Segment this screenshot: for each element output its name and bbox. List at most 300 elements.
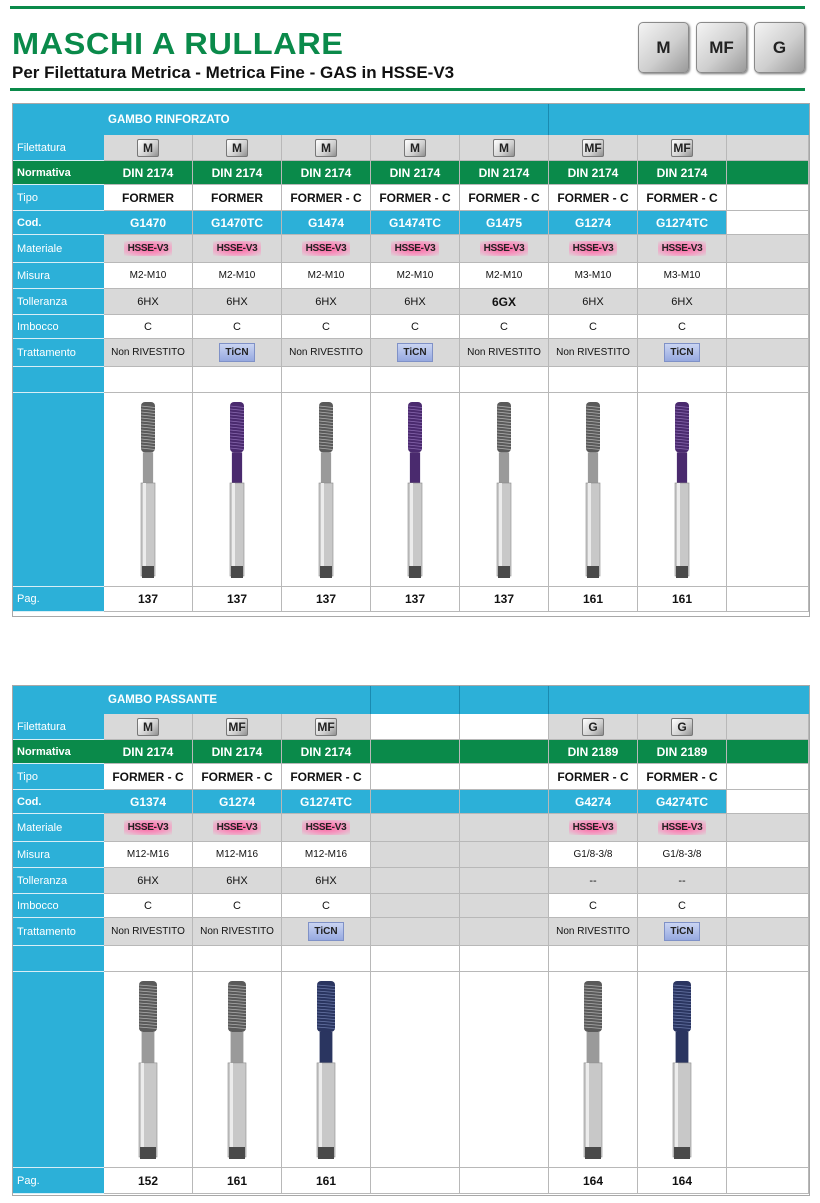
- trattamento-empty-cell: [727, 918, 809, 946]
- misura-cell: G1/8-3/8: [638, 842, 727, 868]
- material-hsse-v3-badge: HSSE-V3: [658, 241, 707, 256]
- row-label-pag: Pag.: [13, 1168, 104, 1194]
- material-hsse-v3-badge: HSSE-V3: [213, 820, 262, 835]
- normativa-cell: DIN 2189: [638, 740, 727, 764]
- trattamento-cell: Non RIVESTITO: [460, 339, 549, 367]
- cod-cell: G1274TC: [282, 790, 371, 814]
- row-label-tipo: Tipo: [13, 764, 104, 790]
- normativa-empty-cell: [460, 740, 549, 764]
- pag-empty-cell: [460, 1168, 549, 1194]
- normativa-cell: DIN 2174: [638, 161, 727, 185]
- table-gambo-passante: [12, 685, 810, 1196]
- row-misura: [13, 263, 809, 289]
- filettatura-cell: [193, 714, 282, 740]
- material-hsse-v3-badge: HSSE-V3: [569, 820, 618, 835]
- materiale-cell: [638, 814, 727, 842]
- thread-type-badge: G: [582, 718, 604, 736]
- trattamento-cell: Non RIVESTITO: [549, 918, 638, 946]
- normativa-cell: DIN 2189: [549, 740, 638, 764]
- blank-cell: [549, 946, 638, 972]
- row-tipo: [13, 185, 809, 211]
- row-label-cod: Cod.: [13, 790, 104, 814]
- misura-cell: M12-M16: [282, 842, 371, 868]
- misura-cell: M3-M10: [549, 263, 638, 289]
- pag-cell: 164: [638, 1168, 727, 1194]
- blank-empty-cell: [727, 946, 809, 972]
- imbocco-cell: C: [282, 894, 371, 918]
- bottom-rule: [10, 88, 805, 91]
- thread-type-badge: M: [404, 139, 426, 157]
- image-cell: [193, 972, 282, 1168]
- tipo-cell: FORMER - C: [371, 185, 460, 211]
- blank-cell: [193, 946, 282, 972]
- material-hsse-v3-badge: HSSE-V3: [213, 241, 262, 256]
- trattamento-cell: Non RIVESTITO: [104, 339, 193, 367]
- tipo-cell: FORMER: [193, 185, 282, 211]
- materiale-cell: [193, 814, 282, 842]
- blank-cell: [549, 367, 638, 393]
- filettatura-cell: [371, 135, 460, 161]
- blank-empty-cell: [460, 946, 549, 972]
- pag-cell: 137: [371, 587, 460, 612]
- image-cell: [638, 393, 727, 587]
- group-header-row: [13, 104, 809, 135]
- group-header-divider: [548, 686, 549, 714]
- filettatura-empty-cell: [727, 714, 809, 740]
- thread-type-badge: MF: [671, 139, 693, 157]
- thread-badge-m: M: [638, 22, 689, 73]
- materiale-cell: [282, 814, 371, 842]
- normativa-cell: DIN 2174: [193, 740, 282, 764]
- blank-cell: [460, 367, 549, 393]
- group-title: GAMBO PASSANTE: [108, 694, 218, 706]
- filettatura-cell: [104, 714, 193, 740]
- materiale-cell: [638, 235, 727, 263]
- filettatura-empty-cell: [460, 714, 549, 740]
- pag-cell: 161: [193, 1168, 282, 1194]
- cod-cell: G1475: [460, 211, 549, 235]
- cod-cell: G1470: [104, 211, 193, 235]
- trattamento-empty-cell: [727, 339, 809, 367]
- normativa-empty-cell: [727, 740, 809, 764]
- tolleranza-empty-cell: [727, 289, 809, 315]
- thread-badge-g: G: [754, 22, 805, 73]
- cod-cell: G1374: [104, 790, 193, 814]
- row-imbocco: [13, 894, 809, 918]
- row-image: [13, 972, 809, 1168]
- materiale-empty-cell: [371, 814, 460, 842]
- image-cell: [282, 393, 371, 587]
- row-image: [13, 393, 809, 587]
- misura-cell: M3-M10: [638, 263, 727, 289]
- imbocco-cell: C: [371, 315, 460, 339]
- imbocco-cell: C: [104, 315, 193, 339]
- tolleranza-cell: --: [638, 868, 727, 894]
- image-cell: [549, 393, 638, 587]
- group-header-label-spacer: [13, 104, 104, 135]
- row-misura: [13, 842, 809, 868]
- image-empty-cell: [727, 972, 809, 1168]
- imbocco-cell: C: [193, 894, 282, 918]
- cod-cell: G1474: [282, 211, 371, 235]
- thread-type-badge: M: [493, 139, 515, 157]
- misura-cell: M2-M10: [193, 263, 282, 289]
- filettatura-cell: [282, 135, 371, 161]
- trattamento-cell: Non RIVESTITO: [104, 918, 193, 946]
- normativa-cell: DIN 2174: [371, 161, 460, 185]
- materiale-cell: [371, 235, 460, 263]
- row-label-image: [13, 393, 104, 587]
- page-title: MASCHI A RULLARE: [12, 26, 344, 61]
- image-cell: [193, 393, 282, 587]
- cod-cell: G1470TC: [193, 211, 282, 235]
- imbocco-cell: C: [638, 315, 727, 339]
- group-header-row: [13, 686, 809, 714]
- materiale-cell: [104, 814, 193, 842]
- tolleranza-empty-cell: [460, 868, 549, 894]
- tolleranza-cell: 6HX: [282, 868, 371, 894]
- ticn-coating-badge: TiCN: [219, 343, 254, 362]
- trattamento-cell: [282, 918, 371, 946]
- blank-cell: [282, 946, 371, 972]
- misura-empty-cell: [727, 842, 809, 868]
- trattamento-cell: [638, 918, 727, 946]
- row-label-blank: [13, 946, 104, 972]
- materiale-empty-cell: [727, 235, 809, 263]
- image-cell: [282, 972, 371, 1168]
- ticn-coating-badge: TiCN: [664, 343, 699, 362]
- row-label-materiale: Materiale: [13, 814, 104, 842]
- row-materiale: [13, 814, 809, 842]
- trattamento-cell: Non RIVESTITO: [282, 339, 371, 367]
- misura-cell: M12-M16: [104, 842, 193, 868]
- image-cell: [549, 972, 638, 1168]
- ticn-coating-badge: TiCN: [664, 922, 699, 941]
- row-filettatura: [13, 135, 809, 161]
- normativa-cell: DIN 2174: [549, 161, 638, 185]
- blank-empty-cell: [727, 367, 809, 393]
- row-blank: [13, 367, 809, 393]
- tipo-cell: FORMER - C: [104, 764, 193, 790]
- imbocco-empty-cell: [727, 315, 809, 339]
- ticn-coating-badge: TiCN: [308, 922, 343, 941]
- tipo-cell: FORMER - C: [282, 764, 371, 790]
- tipo-empty-cell: [727, 764, 809, 790]
- misura-empty-cell: [727, 263, 809, 289]
- thread-type-badge: M: [137, 139, 159, 157]
- cod-empty-cell: [727, 790, 809, 814]
- tolleranza-empty-cell: [727, 868, 809, 894]
- misura-empty-cell: [460, 842, 549, 868]
- row-normativa: [13, 740, 809, 764]
- group-header-divider: [548, 104, 549, 135]
- filettatura-cell: [549, 714, 638, 740]
- tolleranza-cell: 6HX: [104, 868, 193, 894]
- tap-tool-image: [104, 393, 192, 586]
- trattamento-empty-cell: [460, 918, 549, 946]
- materiale-cell: [193, 235, 282, 263]
- thread-type-badge: M: [226, 139, 248, 157]
- normativa-cell: DIN 2174: [193, 161, 282, 185]
- cod-empty-cell: [727, 211, 809, 235]
- tap-tool-image: [638, 972, 726, 1167]
- blank-cell: [371, 367, 460, 393]
- image-cell: [104, 972, 193, 1168]
- cod-empty-cell: [460, 790, 549, 814]
- image-cell: [104, 393, 193, 587]
- pag-cell: 137: [460, 587, 549, 612]
- tap-tool-image: [282, 972, 370, 1167]
- filettatura-cell: [638, 714, 727, 740]
- imbocco-empty-cell: [460, 894, 549, 918]
- tolleranza-cell: 6HX: [193, 868, 282, 894]
- material-hsse-v3-badge: HSSE-V3: [480, 241, 529, 256]
- normativa-cell: DIN 2174: [282, 740, 371, 764]
- materiale-cell: [460, 235, 549, 263]
- tipo-cell: FORMER - C: [282, 185, 371, 211]
- misura-empty-cell: [371, 842, 460, 868]
- pag-cell: 161: [638, 587, 727, 612]
- row-label-normativa: Normativa: [13, 740, 104, 764]
- tolleranza-cell: 6HX: [193, 289, 282, 315]
- blank-cell: [282, 367, 371, 393]
- tap-tool-image: [371, 393, 459, 586]
- filettatura-cell: [460, 135, 549, 161]
- trattamento-cell: [371, 339, 460, 367]
- imbocco-cell: C: [193, 315, 282, 339]
- filettatura-cell: [282, 714, 371, 740]
- row-label-tipo: Tipo: [13, 185, 104, 211]
- tipo-empty-cell: [460, 764, 549, 790]
- tap-tool-image: [638, 393, 726, 586]
- pag-cell: 161: [549, 587, 638, 612]
- row-tolleranza: [13, 289, 809, 315]
- thread-type-badges: [638, 22, 805, 73]
- cod-cell: G4274: [549, 790, 638, 814]
- row-label-imbocco: Imbocco: [13, 315, 104, 339]
- group-header-divider: [370, 686, 371, 714]
- imbocco-cell: C: [549, 315, 638, 339]
- blank-empty-cell: [371, 946, 460, 972]
- tolleranza-cell: 6GX: [460, 289, 549, 315]
- row-label-pag: Pag.: [13, 587, 104, 612]
- materiale-cell: [282, 235, 371, 263]
- tipo-cell: FORMER: [104, 185, 193, 211]
- pag-cell: 164: [549, 1168, 638, 1194]
- blank-cell: [104, 946, 193, 972]
- materiale-cell: [549, 235, 638, 263]
- pag-empty-cell: [371, 1168, 460, 1194]
- blank-cell: [638, 946, 727, 972]
- pag-cell: 137: [104, 587, 193, 612]
- filettatura-cell: [549, 135, 638, 161]
- row-label-filettatura: Filettatura: [13, 714, 104, 740]
- cod-cell: G1274: [549, 211, 638, 235]
- row-label-misura: Misura: [13, 842, 104, 868]
- imbocco-cell: C: [460, 315, 549, 339]
- tolleranza-cell: 6HX: [638, 289, 727, 315]
- thread-type-badge: MF: [582, 139, 604, 157]
- materiale-cell: [549, 814, 638, 842]
- tipo-cell: FORMER - C: [460, 185, 549, 211]
- material-hsse-v3-badge: HSSE-V3: [658, 820, 707, 835]
- pag-cell: 161: [282, 1168, 371, 1194]
- filettatura-empty-cell: [371, 714, 460, 740]
- blank-cell: [193, 367, 282, 393]
- row-cod: [13, 790, 809, 814]
- tolleranza-cell: --: [549, 868, 638, 894]
- imbocco-cell: C: [549, 894, 638, 918]
- blank-cell: [104, 367, 193, 393]
- group-header-divider: [459, 686, 460, 714]
- cod-cell: G1274TC: [638, 211, 727, 235]
- tolleranza-cell: 6HX: [549, 289, 638, 315]
- row-pag: [13, 1168, 809, 1194]
- tap-tool-image: [193, 972, 281, 1167]
- filettatura-cell: [104, 135, 193, 161]
- tap-tool-image: [282, 393, 370, 586]
- row-cod: [13, 211, 809, 235]
- imbocco-cell: C: [104, 894, 193, 918]
- row-label-cod: Cod.: [13, 211, 104, 235]
- tap-tool-image: [549, 393, 637, 586]
- image-cell: [460, 393, 549, 587]
- material-hsse-v3-badge: HSSE-V3: [569, 241, 618, 256]
- material-hsse-v3-badge: HSSE-V3: [302, 820, 351, 835]
- tap-tool-image: [460, 393, 548, 586]
- misura-cell: G1/8-3/8: [549, 842, 638, 868]
- image-cell: [371, 393, 460, 587]
- normativa-cell: DIN 2174: [104, 161, 193, 185]
- materiale-empty-cell: [727, 814, 809, 842]
- thread-type-badge: G: [671, 718, 693, 736]
- top-rule: [10, 6, 805, 9]
- pag-cell: 152: [104, 1168, 193, 1194]
- trattamento-cell: [193, 339, 282, 367]
- imbocco-cell: C: [638, 894, 727, 918]
- pag-empty-cell: [727, 587, 809, 612]
- row-blank: [13, 946, 809, 972]
- thread-type-badge: M: [137, 718, 159, 736]
- image-empty-cell: [727, 393, 809, 587]
- filettatura-cell: [193, 135, 282, 161]
- row-label-blank: [13, 367, 104, 393]
- imbocco-cell: C: [282, 315, 371, 339]
- materiale-empty-cell: [460, 814, 549, 842]
- pag-empty-cell: [727, 1168, 809, 1194]
- row-label-misura: Misura: [13, 263, 104, 289]
- trattamento-cell: [638, 339, 727, 367]
- image-empty-cell: [371, 972, 460, 1168]
- thread-type-badge: MF: [226, 718, 248, 736]
- imbocco-empty-cell: [727, 894, 809, 918]
- row-label-trattamento: Trattamento: [13, 918, 104, 946]
- normativa-cell: DIN 2174: [104, 740, 193, 764]
- normativa-empty-cell: [727, 161, 809, 185]
- thread-badge-mf: MF: [696, 22, 747, 73]
- cod-empty-cell: [371, 790, 460, 814]
- material-hsse-v3-badge: HSSE-V3: [124, 241, 173, 256]
- row-label-image: [13, 972, 104, 1168]
- row-trattamento: [13, 918, 809, 946]
- page-subtitle: Per Filettatura Metrica - Metrica Fine - GAS in HSSE-V3: [12, 63, 455, 82]
- tipo-cell: FORMER - C: [549, 185, 638, 211]
- tipo-cell: FORMER - C: [193, 764, 282, 790]
- misura-cell: M12-M16: [193, 842, 282, 868]
- tipo-empty-cell: [727, 185, 809, 211]
- row-label-tolleranza: Tolleranza: [13, 289, 104, 315]
- material-hsse-v3-badge: HSSE-V3: [302, 241, 351, 256]
- row-trattamento: [13, 339, 809, 367]
- misura-cell: M2-M10: [282, 263, 371, 289]
- imbocco-empty-cell: [371, 894, 460, 918]
- image-empty-cell: [460, 972, 549, 1168]
- filettatura-cell: [638, 135, 727, 161]
- thread-type-badge: MF: [315, 718, 337, 736]
- tipo-cell: FORMER - C: [549, 764, 638, 790]
- group-title: GAMBO RINFORZATO: [108, 113, 230, 126]
- normativa-empty-cell: [371, 740, 460, 764]
- tipo-cell: FORMER - C: [638, 764, 727, 790]
- row-label-imbocco: Imbocco: [13, 894, 104, 918]
- tipo-cell: FORMER - C: [638, 185, 727, 211]
- row-filettatura: [13, 714, 809, 740]
- image-cell: [638, 972, 727, 1168]
- row-normativa: [13, 161, 809, 185]
- tipo-empty-cell: [371, 764, 460, 790]
- row-label-tolleranza: Tolleranza: [13, 868, 104, 894]
- pag-cell: 137: [193, 587, 282, 612]
- tap-tool-image: [193, 393, 281, 586]
- misura-cell: M2-M10: [371, 263, 460, 289]
- ticn-coating-badge: TiCN: [397, 343, 432, 362]
- cod-cell: G1474TC: [371, 211, 460, 235]
- tolleranza-empty-cell: [371, 868, 460, 894]
- pag-cell: 137: [282, 587, 371, 612]
- row-imbocco: [13, 315, 809, 339]
- material-hsse-v3-badge: HSSE-V3: [124, 820, 173, 835]
- table-gambo-rinforzato: [12, 103, 810, 617]
- row-label-filettatura: Filettatura: [13, 135, 104, 161]
- row-label-trattamento: Trattamento: [13, 339, 104, 367]
- row-label-normativa: Normativa: [13, 161, 104, 185]
- misura-cell: M2-M10: [104, 263, 193, 289]
- row-label-materiale: Materiale: [13, 235, 104, 263]
- blank-cell: [638, 367, 727, 393]
- trattamento-cell: Non RIVESTITO: [193, 918, 282, 946]
- tolleranza-cell: 6HX: [282, 289, 371, 315]
- group-header-label-spacer: [13, 686, 104, 714]
- cod-cell: G4274TC: [638, 790, 727, 814]
- row-tolleranza: [13, 868, 809, 894]
- normativa-cell: DIN 2174: [460, 161, 549, 185]
- row-tipo: [13, 764, 809, 790]
- tap-tool-image: [104, 972, 192, 1167]
- thread-type-badge: M: [315, 139, 337, 157]
- cod-cell: G1274: [193, 790, 282, 814]
- trattamento-empty-cell: [371, 918, 460, 946]
- filettatura-empty-cell: [727, 135, 809, 161]
- row-materiale: [13, 235, 809, 263]
- tolleranza-cell: 6HX: [104, 289, 193, 315]
- row-pag: [13, 587, 809, 612]
- materiale-cell: [104, 235, 193, 263]
- material-hsse-v3-badge: HSSE-V3: [391, 241, 440, 256]
- tap-tool-image: [549, 972, 637, 1167]
- trattamento-cell: Non RIVESTITO: [549, 339, 638, 367]
- normativa-cell: DIN 2174: [282, 161, 371, 185]
- tolleranza-cell: 6HX: [371, 289, 460, 315]
